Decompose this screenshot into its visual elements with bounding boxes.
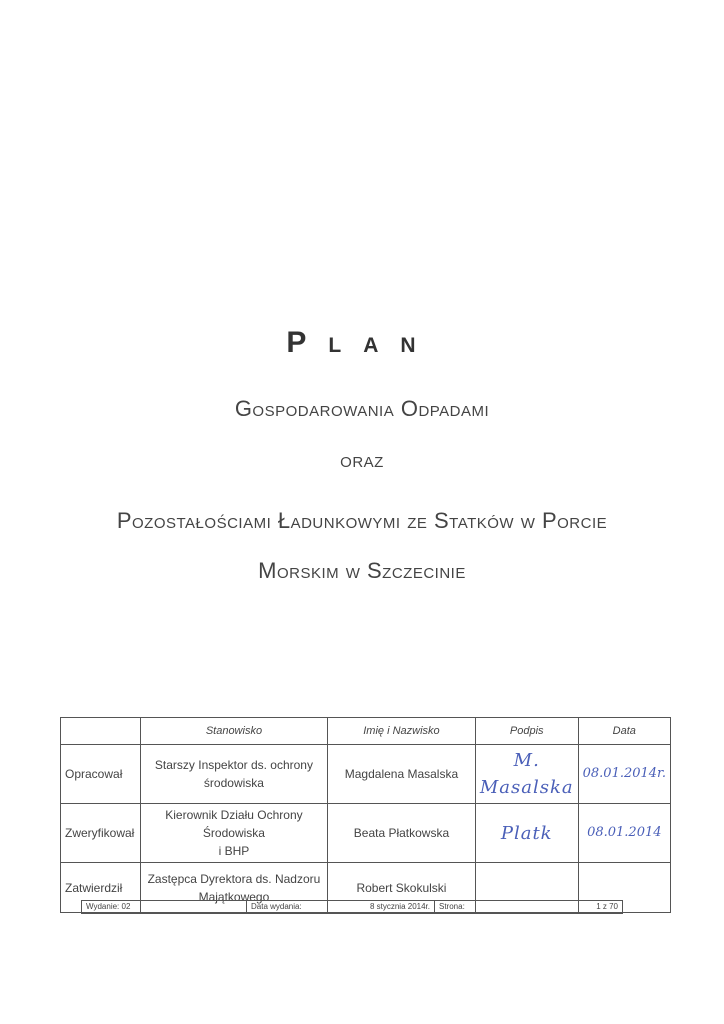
header-name: Imię i Nazwisko — [328, 718, 476, 745]
position-line-1: Kierownik Działu Ochrony Środowiska — [165, 808, 303, 840]
handwritten-date: 08.01.2014 — [587, 825, 662, 841]
name-cell: Magdalena Masalska — [328, 745, 476, 804]
table-row — [61, 745, 671, 804]
name-cell: Robert Skokulski — [328, 863, 476, 913]
footer-issue-date — [247, 901, 435, 913]
footer-issue-date-label: Data wydania: — [251, 902, 302, 911]
approval-table — [60, 717, 671, 913]
position-line-1: Zastępca Dyrektora ds. Nadzoru — [147, 871, 321, 886]
signature-cell — [475, 745, 578, 804]
header-position: Stanowisko — [140, 718, 327, 745]
subtitle-line-4: Morskim w Szczecinie — [258, 558, 466, 583]
footer-page-label: Strona: — [439, 902, 465, 911]
footer-page — [435, 901, 622, 913]
footer-issue-date-value: 8 stycznia 2014r. — [369, 902, 430, 911]
header-signature: Podpis — [475, 718, 578, 745]
footer-page-value: 1 z 70 — [596, 902, 618, 911]
position-line-1: Starszy Inspektor ds. ochrony — [154, 758, 313, 772]
position-cell — [140, 745, 327, 804]
subtitle-line-2: oraz — [340, 449, 384, 472]
position-cell — [140, 804, 327, 863]
header-date: Data — [578, 718, 670, 745]
row-label: Zatwierdził — [61, 863, 141, 913]
handwritten-date: 08.01.2014r. — [582, 766, 666, 782]
date-cell — [578, 745, 670, 804]
name-cell: Beata Płatkowska — [328, 804, 476, 863]
position-line-2: Majątkowego — [198, 889, 270, 904]
table-row — [61, 804, 671, 863]
table-header-row — [61, 718, 671, 745]
footer-edition: Wydanie: 02 — [82, 901, 247, 913]
document-title: Plan — [286, 326, 438, 359]
position-line-2: środowiska — [203, 776, 264, 790]
header-empty — [61, 718, 141, 745]
subtitle-line-1: Gospodarowania Odpadami — [234, 396, 490, 421]
document-footer — [81, 900, 623, 914]
row-label: Opracował — [61, 745, 141, 804]
subtitle-line-3: Pozostałościami Ładunkowymi ze Statków w Porcie — [116, 508, 608, 533]
signature-cell — [475, 804, 578, 863]
handwritten-signature: Platk — [500, 822, 553, 844]
handwritten-signature: M. Masalska — [479, 750, 574, 798]
position-line-2: i BHP — [218, 844, 250, 858]
row-label: Zweryfikował — [61, 804, 141, 863]
date-cell — [578, 804, 670, 863]
